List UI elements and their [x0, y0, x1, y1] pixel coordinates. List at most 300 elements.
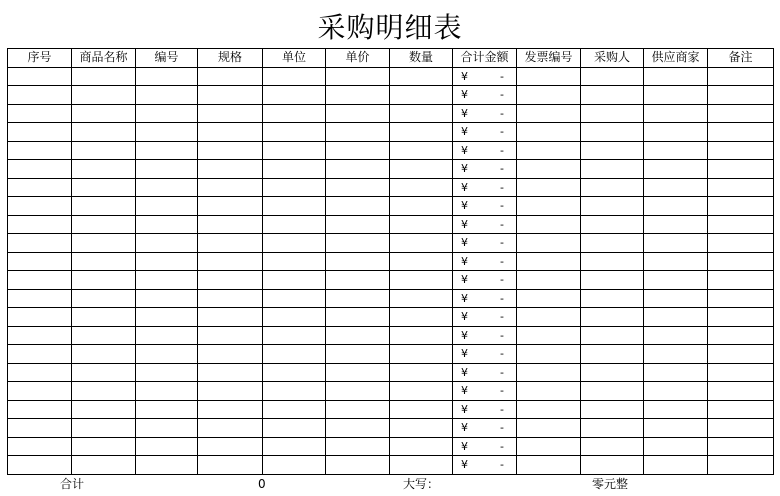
table-cell[interactable]	[8, 141, 72, 160]
table-cell[interactable]	[390, 197, 453, 216]
amount-cell[interactable]	[453, 123, 517, 142]
amount-value: -	[500, 328, 504, 342]
table-cell[interactable]	[198, 400, 263, 419]
purchase-detail-table	[7, 48, 774, 475]
table-row	[8, 419, 774, 438]
table-cell[interactable]	[72, 197, 136, 216]
table-row	[8, 86, 774, 105]
table-cell[interactable]	[644, 252, 708, 271]
table-cell[interactable]	[326, 197, 390, 216]
table-cell[interactable]	[136, 215, 198, 234]
table-cell[interactable]	[136, 437, 198, 456]
table-cell[interactable]	[72, 141, 136, 160]
table-cell[interactable]	[72, 308, 136, 327]
amount-value: -	[500, 180, 504, 194]
amount-cell[interactable]	[453, 456, 517, 475]
table-cell[interactable]	[390, 67, 453, 86]
table-cell[interactable]	[581, 345, 644, 364]
table-cell[interactable]	[390, 437, 453, 456]
amount-cell[interactable]	[453, 141, 517, 160]
table-cell[interactable]	[644, 289, 708, 308]
table-cell[interactable]	[72, 400, 136, 419]
table-cell[interactable]	[708, 419, 774, 438]
table-cell[interactable]	[581, 326, 644, 345]
table-cell[interactable]	[263, 197, 326, 216]
table-cell[interactable]	[708, 326, 774, 345]
currency-symbol: ¥	[461, 365, 468, 379]
table-cell[interactable]	[136, 308, 198, 327]
table-cell[interactable]	[8, 345, 72, 364]
amount-value: -	[500, 236, 504, 249]
table-cell[interactable]	[581, 215, 644, 234]
table-cell[interactable]	[72, 215, 136, 234]
table-cell[interactable]	[644, 326, 708, 345]
table-cell[interactable]	[72, 382, 136, 401]
table-cell[interactable]	[708, 215, 774, 234]
table-cell[interactable]	[517, 456, 581, 475]
table-cell[interactable]	[326, 86, 390, 105]
table-cell[interactable]	[390, 104, 453, 123]
table-cell[interactable]	[581, 123, 644, 142]
table-cell[interactable]	[198, 123, 263, 142]
table-cell[interactable]	[708, 178, 774, 197]
table-cell[interactable]	[517, 178, 581, 197]
table-cell[interactable]	[708, 104, 774, 123]
table-cell[interactable]	[390, 141, 453, 160]
amount-cell[interactable]	[453, 215, 517, 234]
table-cell[interactable]	[644, 437, 708, 456]
table-cell[interactable]	[390, 345, 453, 364]
table-cell[interactable]	[390, 400, 453, 419]
table-cell[interactable]	[136, 382, 198, 401]
table-cell[interactable]	[8, 252, 72, 271]
table-cell[interactable]	[198, 382, 263, 401]
total-value: 0	[258, 477, 266, 491]
column-header: 采购人	[581, 49, 644, 68]
table-cell[interactable]	[198, 86, 263, 105]
table-cell[interactable]	[517, 123, 581, 142]
table-cell[interactable]	[136, 123, 198, 142]
table-cell[interactable]	[581, 419, 644, 438]
table-cell[interactable]	[8, 197, 72, 216]
table-cell[interactable]	[198, 141, 263, 160]
table-cell[interactable]	[581, 141, 644, 160]
table-cell[interactable]	[581, 363, 644, 382]
currency-symbol: ¥	[461, 199, 468, 213]
table-cell[interactable]	[581, 456, 644, 475]
table-row	[8, 363, 774, 382]
table-cell[interactable]	[198, 326, 263, 345]
table-cell[interactable]	[708, 400, 774, 419]
table-cell[interactable]	[136, 104, 198, 123]
table-cell[interactable]	[326, 289, 390, 308]
amount-cell[interactable]	[453, 326, 517, 345]
table-cell[interactable]	[581, 197, 644, 216]
table-cell[interactable]	[198, 197, 263, 216]
table-cell[interactable]	[8, 419, 72, 438]
table-cell[interactable]	[198, 104, 263, 123]
table-cell[interactable]	[263, 437, 326, 456]
table-cell[interactable]	[263, 289, 326, 308]
amount-cell[interactable]	[453, 382, 517, 401]
table-cell[interactable]	[72, 178, 136, 197]
table-cell[interactable]	[390, 271, 453, 290]
table-cell[interactable]	[326, 123, 390, 142]
table-cell[interactable]	[517, 400, 581, 419]
table-cell[interactable]	[198, 437, 263, 456]
table-cell[interactable]	[72, 437, 136, 456]
currency-symbol: ¥	[461, 162, 468, 176]
amount-cell[interactable]	[453, 363, 517, 382]
table-cell[interactable]	[263, 326, 326, 345]
table-cell[interactable]	[326, 67, 390, 86]
table-cell[interactable]	[136, 289, 198, 308]
table-cell[interactable]	[517, 363, 581, 382]
table-cell[interactable]	[198, 178, 263, 197]
table-cell[interactable]	[644, 215, 708, 234]
table-cell[interactable]	[644, 363, 708, 382]
table-cell[interactable]	[72, 234, 136, 253]
table-cell[interactable]	[390, 123, 453, 142]
table-cell[interactable]	[8, 215, 72, 234]
table-cell[interactable]	[136, 345, 198, 364]
table-cell[interactable]	[8, 271, 72, 290]
table-cell[interactable]	[517, 437, 581, 456]
table-cell[interactable]	[644, 67, 708, 86]
table-cell[interactable]	[136, 419, 198, 438]
table-cell[interactable]	[708, 271, 774, 290]
table-cell[interactable]	[8, 104, 72, 123]
table-cell[interactable]	[72, 419, 136, 438]
table-cell[interactable]	[326, 456, 390, 475]
table-cell[interactable]	[72, 345, 136, 364]
table-cell[interactable]	[517, 234, 581, 253]
table-cell[interactable]	[708, 363, 774, 382]
table-cell[interactable]	[198, 215, 263, 234]
table-cell[interactable]	[708, 67, 774, 86]
table-cell[interactable]	[581, 104, 644, 123]
table-cell[interactable]	[72, 252, 136, 271]
table-cell[interactable]	[517, 326, 581, 345]
table-cell[interactable]	[517, 252, 581, 271]
column-header: 序号	[8, 49, 72, 68]
table-row	[8, 252, 774, 271]
table-cell[interactable]	[708, 252, 774, 271]
table-cell[interactable]	[644, 141, 708, 160]
table-cell[interactable]	[198, 456, 263, 475]
table-cell[interactable]	[8, 123, 72, 142]
amount-cell[interactable]	[453, 400, 517, 419]
amount-cell[interactable]	[453, 271, 517, 290]
table-cell[interactable]	[644, 104, 708, 123]
table-cell[interactable]	[517, 215, 581, 234]
table-cell[interactable]	[644, 271, 708, 290]
table-cell[interactable]	[263, 104, 326, 123]
table-cell[interactable]	[390, 326, 453, 345]
table-cell[interactable]	[136, 456, 198, 475]
table-cell[interactable]	[326, 363, 390, 382]
table-cell[interactable]	[198, 67, 263, 86]
daxie-value: 零元整	[592, 477, 629, 491]
amount-cell[interactable]	[453, 289, 517, 308]
table-row	[8, 178, 774, 197]
table-cell[interactable]	[581, 67, 644, 86]
table-cell[interactable]	[136, 234, 198, 253]
table-cell[interactable]	[263, 345, 326, 364]
table-cell[interactable]	[581, 271, 644, 290]
table-cell[interactable]	[517, 160, 581, 179]
table-cell[interactable]	[581, 400, 644, 419]
amount-cell[interactable]	[453, 308, 517, 327]
table-cell[interactable]	[198, 308, 263, 327]
table-cell[interactable]	[390, 419, 453, 438]
table-cell[interactable]	[8, 363, 72, 382]
table-row	[8, 234, 774, 253]
amount-value: -	[500, 458, 504, 471]
table-cell[interactable]	[198, 345, 263, 364]
table-cell[interactable]	[326, 326, 390, 345]
table-cell[interactable]	[198, 160, 263, 179]
table-cell[interactable]	[644, 345, 708, 364]
table-cell[interactable]	[644, 382, 708, 401]
table-cell[interactable]	[8, 437, 72, 456]
table-cell[interactable]	[390, 178, 453, 197]
table-cell[interactable]	[517, 345, 581, 364]
table-cell[interactable]	[263, 271, 326, 290]
table-cell[interactable]	[326, 345, 390, 364]
table-cell[interactable]	[644, 419, 708, 438]
table-cell[interactable]	[263, 67, 326, 86]
table-cell[interactable]	[517, 308, 581, 327]
table-cell[interactable]	[263, 363, 326, 382]
table-cell[interactable]	[326, 252, 390, 271]
table-cell[interactable]	[644, 400, 708, 419]
table-row	[8, 437, 774, 456]
table-cell[interactable]	[390, 215, 453, 234]
table-cell[interactable]	[72, 104, 136, 123]
daxie-label: 大写：	[403, 477, 440, 491]
table-cell[interactable]	[390, 382, 453, 401]
table-body	[8, 67, 774, 474]
table-cell[interactable]	[517, 289, 581, 308]
column-header: 规格	[198, 49, 263, 68]
table-cell[interactable]	[8, 308, 72, 327]
table-cell[interactable]	[708, 197, 774, 216]
table-cell[interactable]	[326, 437, 390, 456]
table-cell[interactable]	[708, 382, 774, 401]
table-cell[interactable]	[644, 234, 708, 253]
table-cell[interactable]	[136, 67, 198, 86]
table-cell[interactable]	[644, 123, 708, 142]
amount-cell[interactable]	[453, 197, 517, 216]
table-cell[interactable]	[708, 160, 774, 179]
amount-cell[interactable]	[453, 234, 517, 253]
table-cell[interactable]	[390, 363, 453, 382]
table-cell[interactable]	[708, 308, 774, 327]
table-cell[interactable]	[8, 382, 72, 401]
table-cell[interactable]	[263, 456, 326, 475]
amount-cell[interactable]	[453, 178, 517, 197]
table-cell[interactable]	[263, 419, 326, 438]
table-cell[interactable]	[390, 160, 453, 179]
table-cell[interactable]	[136, 252, 198, 271]
table-cell[interactable]	[390, 308, 453, 327]
table-cell[interactable]	[644, 308, 708, 327]
amount-cell[interactable]	[453, 437, 517, 456]
table-cell[interactable]	[8, 178, 72, 197]
table-cell[interactable]	[263, 215, 326, 234]
table-cell[interactable]	[263, 123, 326, 142]
table-cell[interactable]	[136, 326, 198, 345]
currency-symbol: ¥	[461, 402, 468, 416]
table-cell[interactable]	[263, 86, 326, 105]
table-cell[interactable]	[72, 123, 136, 142]
table-cell[interactable]	[644, 160, 708, 179]
table-cell[interactable]	[198, 252, 263, 271]
table-cell[interactable]	[326, 382, 390, 401]
table-cell[interactable]	[581, 308, 644, 327]
column-header: 编号	[136, 49, 198, 68]
table-cell[interactable]	[644, 86, 708, 105]
table-cell[interactable]	[708, 86, 774, 105]
currency-symbol: ¥	[461, 88, 468, 102]
amount-cell[interactable]	[453, 160, 517, 179]
table-cell[interactable]	[8, 86, 72, 105]
table-cell[interactable]	[708, 141, 774, 160]
table-cell[interactable]	[708, 123, 774, 142]
table-cell[interactable]	[326, 234, 390, 253]
table-cell[interactable]	[708, 345, 774, 364]
table-cell[interactable]	[72, 271, 136, 290]
table-cell[interactable]	[8, 456, 72, 475]
column-header: 合计金额	[453, 49, 517, 68]
table-cell[interactable]	[263, 141, 326, 160]
table-cell[interactable]	[263, 308, 326, 327]
table-cell[interactable]	[390, 456, 453, 475]
table-cell[interactable]	[326, 308, 390, 327]
table-cell[interactable]	[390, 252, 453, 271]
table-cell[interactable]	[644, 197, 708, 216]
table-cell[interactable]	[72, 326, 136, 345]
table-cell[interactable]	[136, 197, 198, 216]
table-cell[interactable]	[517, 104, 581, 123]
table-cell[interactable]	[644, 178, 708, 197]
amount-value: -	[500, 199, 504, 212]
table-cell[interactable]	[72, 456, 136, 475]
table-cell[interactable]	[136, 363, 198, 382]
table-cell[interactable]	[263, 252, 326, 271]
table-cell[interactable]	[72, 160, 136, 179]
column-header: 数量	[390, 49, 453, 68]
amount-value: -	[500, 365, 504, 379]
table-cell[interactable]	[72, 363, 136, 382]
table-cell[interactable]	[263, 160, 326, 179]
amount-cell[interactable]	[453, 252, 517, 271]
table-cell[interactable]	[517, 86, 581, 105]
table-cell[interactable]	[517, 382, 581, 401]
table-cell[interactable]	[326, 400, 390, 419]
table-cell[interactable]	[517, 271, 581, 290]
table-cell[interactable]	[517, 419, 581, 438]
amount-value: -	[500, 88, 504, 101]
table-cell[interactable]	[581, 160, 644, 179]
table-cell[interactable]	[581, 178, 644, 197]
table-cell[interactable]	[136, 178, 198, 197]
table-cell[interactable]	[8, 289, 72, 308]
table-cell[interactable]	[8, 234, 72, 253]
table-cell[interactable]	[198, 419, 263, 438]
table-cell[interactable]	[708, 289, 774, 308]
table-cell[interactable]	[136, 141, 198, 160]
table-cell[interactable]	[72, 67, 136, 86]
amount-cell[interactable]	[453, 345, 517, 364]
amount-cell[interactable]	[453, 419, 517, 438]
table-cell[interactable]	[198, 363, 263, 382]
table-cell[interactable]	[390, 86, 453, 105]
table-cell[interactable]	[326, 271, 390, 290]
table-cell[interactable]	[390, 234, 453, 253]
table-cell[interactable]	[136, 271, 198, 290]
table-cell[interactable]	[8, 400, 72, 419]
table-cell[interactable]	[263, 234, 326, 253]
table-cell[interactable]	[581, 86, 644, 105]
table-cell[interactable]	[326, 419, 390, 438]
table-cell[interactable]	[326, 160, 390, 179]
table-cell[interactable]	[8, 326, 72, 345]
table-cell[interactable]	[8, 67, 72, 86]
column-header: 单位	[263, 49, 326, 68]
table-cell[interactable]	[136, 400, 198, 419]
table-cell[interactable]	[517, 141, 581, 160]
table-cell[interactable]	[263, 382, 326, 401]
table-cell[interactable]	[136, 160, 198, 179]
table-cell[interactable]	[708, 456, 774, 475]
table-cell[interactable]	[390, 289, 453, 308]
table-cell[interactable]	[326, 178, 390, 197]
amount-value: -	[500, 402, 504, 416]
table-cell[interactable]	[581, 234, 644, 253]
table-cell[interactable]	[326, 215, 390, 234]
amount-value: -	[500, 217, 504, 231]
table-row	[8, 308, 774, 327]
table-cell[interactable]	[517, 197, 581, 216]
table-cell[interactable]	[581, 382, 644, 401]
currency-symbol: ¥	[461, 254, 468, 268]
table-cell[interactable]	[326, 141, 390, 160]
amount-cell[interactable]	[453, 104, 517, 123]
table-cell[interactable]	[136, 86, 198, 105]
amount-cell[interactable]	[453, 86, 517, 105]
table-cell[interactable]	[581, 289, 644, 308]
table-cell[interactable]	[72, 86, 136, 105]
table-cell[interactable]	[708, 437, 774, 456]
table-cell[interactable]	[198, 271, 263, 290]
table-cell[interactable]	[198, 289, 263, 308]
table-cell[interactable]	[8, 160, 72, 179]
amount-cell[interactable]	[453, 67, 517, 86]
table-cell[interactable]	[263, 178, 326, 197]
table-cell[interactable]	[581, 437, 644, 456]
table-cell[interactable]	[326, 104, 390, 123]
table-cell[interactable]	[581, 252, 644, 271]
table-cell[interactable]	[644, 456, 708, 475]
table-cell[interactable]	[72, 289, 136, 308]
table-cell[interactable]	[517, 67, 581, 86]
amount-value: -	[500, 143, 504, 157]
table-cell[interactable]	[708, 234, 774, 253]
table-cell[interactable]	[263, 400, 326, 419]
table-cell[interactable]	[198, 234, 263, 253]
